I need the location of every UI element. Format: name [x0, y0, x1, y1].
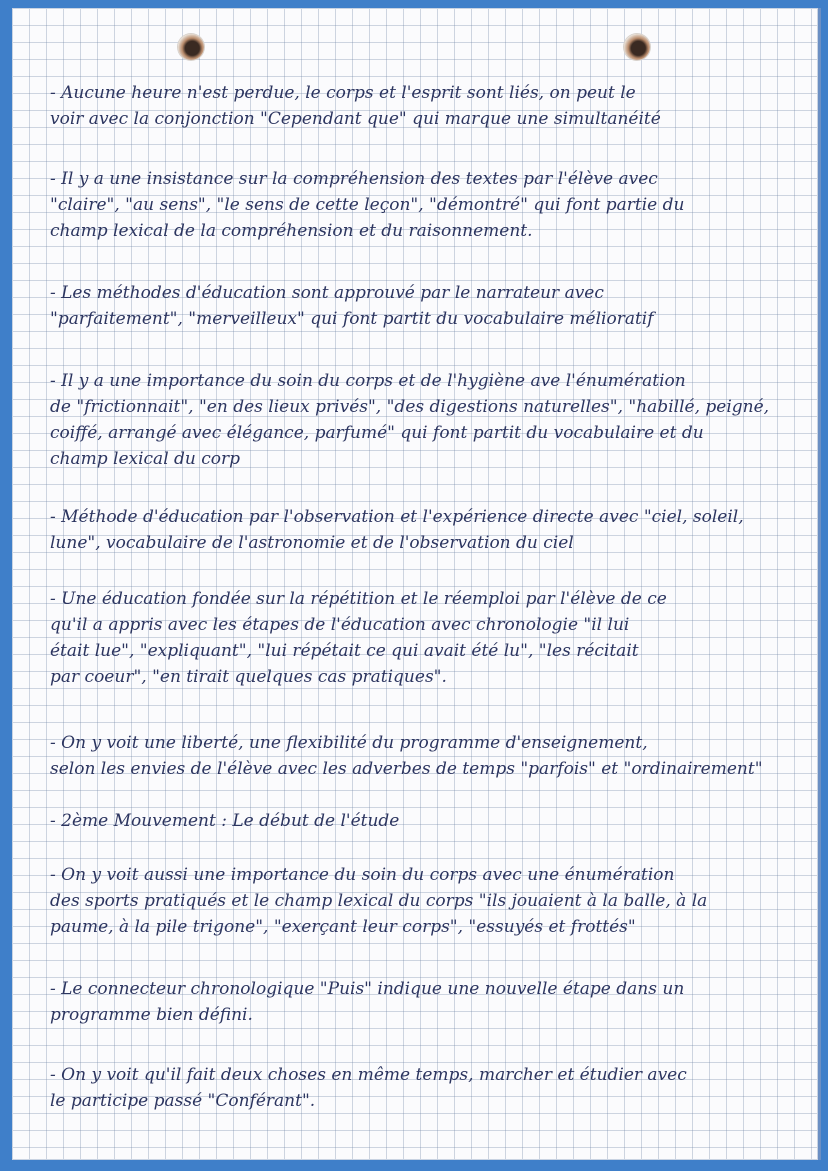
note-paragraph-6	[50, 586, 810, 690]
note-line: des sports pratiqués et le champ lexical du corps "ils jouaient à la balle, à la	[50, 891, 708, 911]
note-line: le participe passé "Conférant".	[50, 1091, 316, 1111]
note-line: "parfaitement", "merveilleux" qui font partit du vocabulaire mélioratif	[50, 309, 654, 329]
note-line: "claire", "au sens", "le sens de cette leçon", "démontré" qui font partie du	[50, 195, 685, 215]
handwritten-notes	[12, 8, 818, 1160]
note-line: - Aucune heure n'est perdue, le corps et l'esprit sont liés, on peut le	[50, 83, 636, 103]
note-line: champ lexical de la compréhension et du raisonnement.	[50, 221, 533, 241]
note-line: programme bien défini.	[50, 1005, 253, 1025]
heading-line: - 2ème Mouvement : Le début de l'étude	[50, 811, 400, 831]
note-line: - Il y a une insistance sur la compréhension des textes par l'élève avec	[50, 169, 658, 189]
note-line: coiffé, arrangé avec élégance, parfumé" qui font partit du vocabulaire et du	[50, 423, 704, 443]
note-paragraph-9	[50, 862, 810, 940]
note-paragraph-1	[50, 80, 810, 132]
note-paragraph-11	[50, 1062, 810, 1114]
note-paragraph-3	[50, 280, 810, 332]
note-line: - Les méthodes d'éducation sont approuvé par le narrateur avec	[50, 283, 604, 303]
note-line: - Il y a une importance du soin du corps et de l'hygiène ave l'énumération	[50, 371, 686, 391]
note-line: selon les envies de l'élève avec les adverbes de temps "parfois" et "ordinairement"	[50, 759, 763, 779]
note-line: - On y voit aussi une importance du soin du corps avec une énumération	[50, 865, 675, 885]
note-line: était lue", "expliquant", "lui répétait ce qui avait été lu", "les récitait	[50, 641, 639, 661]
note-paragraph-7	[50, 730, 810, 782]
note-line: voir avec la conjonction "Cependant que" qui marque une simultanéité	[50, 109, 661, 129]
note-line: - Une éducation fondée sur la répétition et le réemploi par l'élève de ce	[50, 589, 667, 609]
note-line: par coeur", "en tirait quelques cas pratiques".	[50, 667, 447, 687]
note-line: de "frictionnait", "en des lieux privés", "des digestions naturelles", "habillé, peigné,	[50, 397, 770, 417]
note-line: lune", vocabulaire de l'astronomie et de l'observation du ciel	[50, 533, 574, 553]
note-paragraph-5	[50, 504, 810, 556]
note-paragraph-4	[50, 368, 810, 472]
note-paragraph-10	[50, 976, 810, 1028]
note-line: qu'il a appris avec les étapes de l'éducation avec chronologie "il lui	[50, 615, 630, 635]
note-line: - Le connecteur chronologique "Puis" indique une nouvelle étape dans un	[50, 979, 685, 999]
note-line: - On y voit une liberté, une flexibilité du programme d'enseignement,	[50, 733, 648, 753]
note-line: paume, à la pile trigone", "exerçant leur corps", "essuyés et frottés"	[50, 917, 636, 937]
notebook-page	[12, 8, 821, 1160]
note-line: - Méthode d'éducation par l'observation et l'expérience directe avec "ciel, soleil,	[50, 507, 744, 527]
note-line: champ lexical du corp	[50, 449, 241, 469]
note-paragraph-2	[50, 166, 810, 244]
section-heading	[50, 808, 810, 834]
note-line: - On y voit qu'il fait deux choses en même temps, marcher et étudier avec	[50, 1065, 687, 1085]
